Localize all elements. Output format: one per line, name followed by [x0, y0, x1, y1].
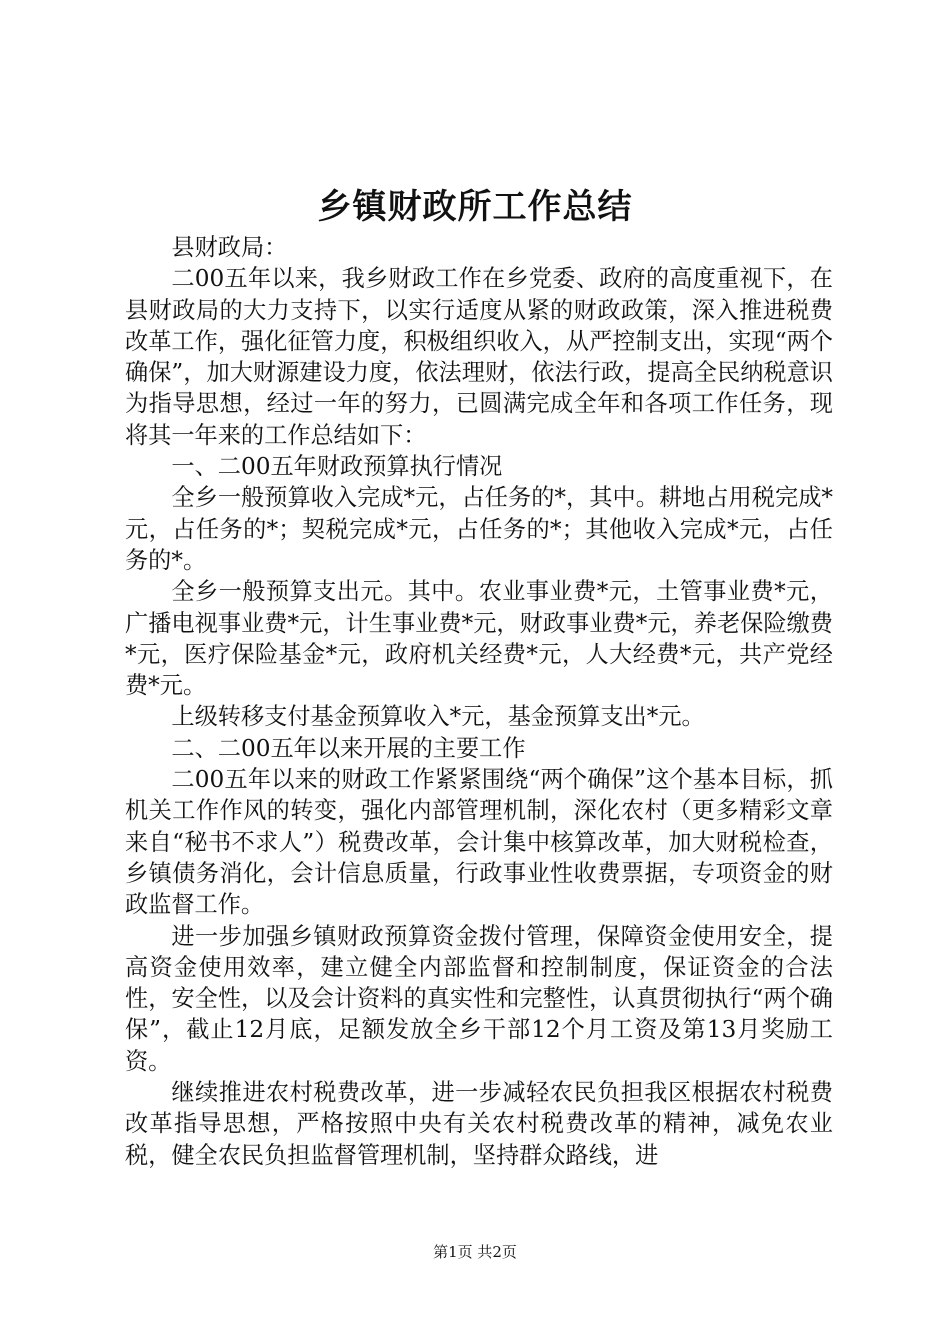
section-heading: 二、二00五年以来开展的主要工作 — [171, 734, 526, 762]
paragraph: 继续推进农村税费改革，进一步减轻农民负担我区根据农村税费改革指导思想，严格按照中央有关农村税费改革的精神，减免农业税，健全农民负担监督管理机制，坚持群众路线，进 — [125, 1079, 833, 1169]
document-body — [125, 232, 833, 1171]
salutation: 县财政局： — [171, 234, 288, 261]
paragraph: 全乡一般预算支出元。其中。农业事业费*元，土管事业费*元，广播电视事业费*元，计生事业费*元，财政事业费*元，养老保险缴费*元，医疗保险基金*元，政府机关经费*元，人大经费*元，共产党经费*元。 — [125, 578, 833, 700]
paragraph: 进一步加强乡镇财政预算资金拨付管理，保障资金使用安全，提高资金使用效率，建立健全内部监督和控制制度，保证资金的合法性，安全性，以及会计资料的真实性和完整性，认真贯彻执行“两个确保”，截止12月底，足额发放全乡干部12个月工资及第13月奖励工资。 — [125, 922, 833, 1075]
paragraph: 二00五年以来的财政工作紧紧围绕“两个确保”这个基本目标，抓机关工作作风的转变，强化内部管理机制，深化农村（更多精彩文章来自“秘书不求人”）税费改革，会计集中核算改革，加大财税检查，乡镇债务消化，会计信息质量，行政事业性收费票据，专项资金的财政监督工作。 — [125, 766, 833, 919]
page-footer: 第1页 共2页 — [433, 1243, 517, 1261]
section-heading: 一、二00五年财政预算执行情况 — [171, 453, 503, 481]
document-title: 乡镇财政所工作总结 — [317, 187, 633, 227]
paragraph: 全乡一般预算收入完成*元，占任务的*，其中。耕地占用税完成*元，占任务的*；契税完成*元，占任务的*；其他收入完成*元，占任务的*。 — [125, 484, 833, 574]
paragraph: 二00五年以来，我乡财政工作在乡党委、政府的高度重视下，在县财政局的大力支持下，以实行适度从紧的财政政策，深入推进税费改革工作，强化征管力度，积极组织收入，从严控制支出，实现“两个确保”，加大财源建设力度，依法理财，依法行政，提高全民纳税意识为指导思想，经过一年的努力，已圆满完成全年和各项工作任务，现将其一年来的工作总结如下： — [125, 265, 833, 449]
paragraph: 上级转移支付基金预算收入*元，基金预算支出*元。 — [171, 703, 705, 731]
